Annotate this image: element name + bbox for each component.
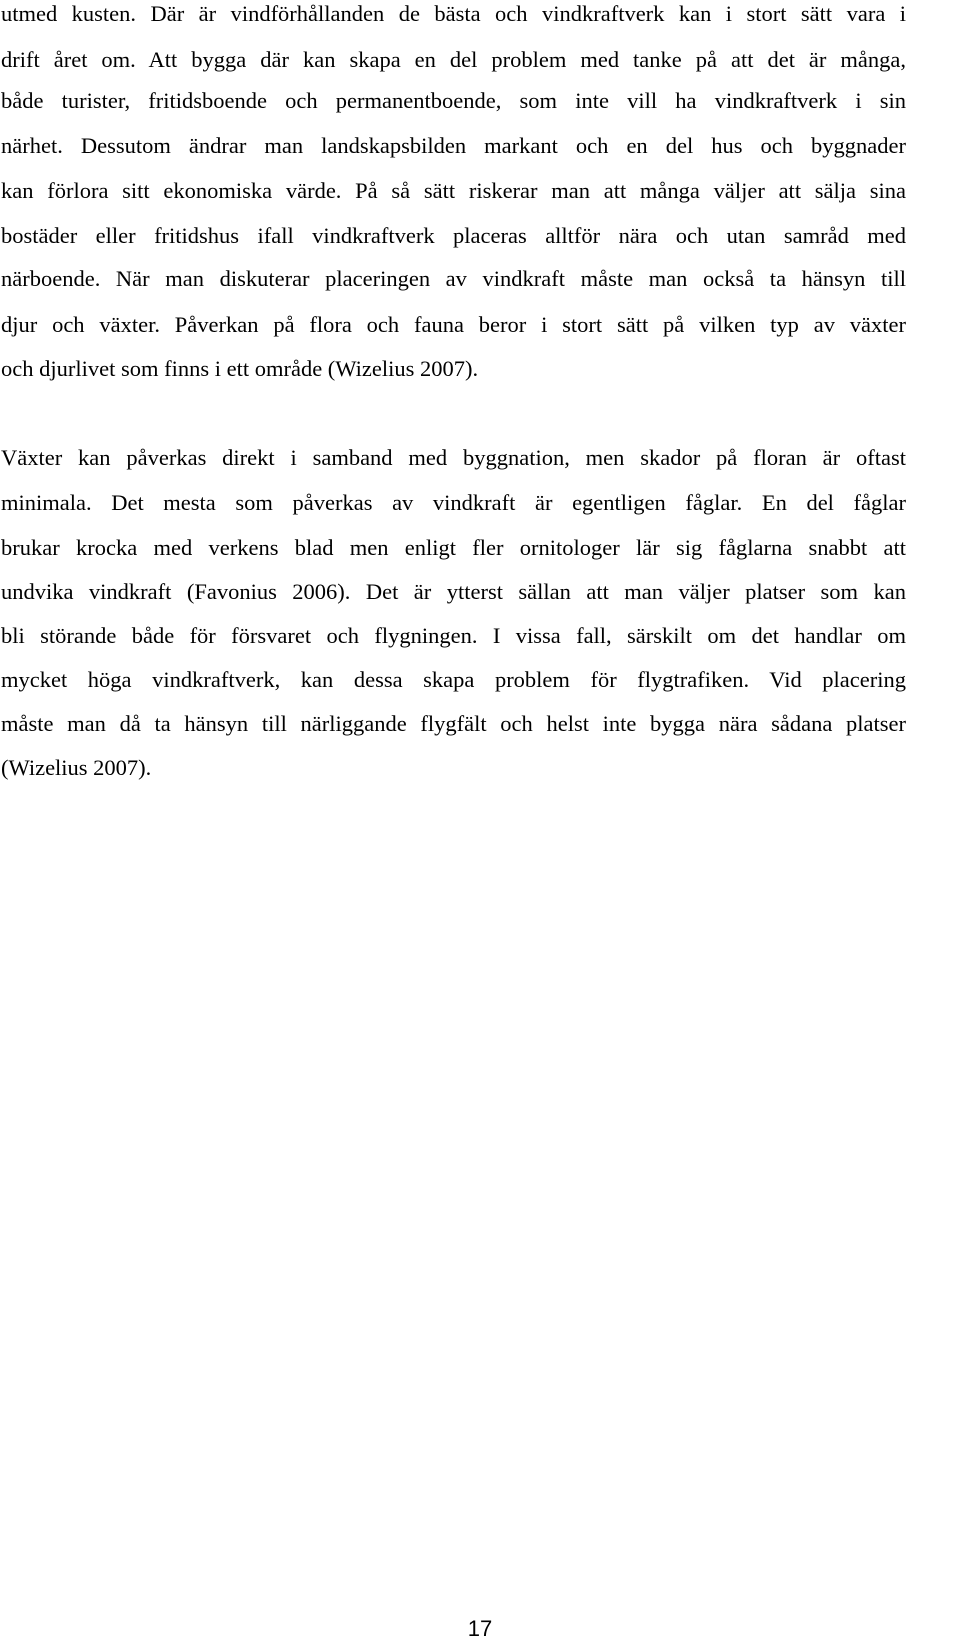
text-line: närboende. När man diskuterar placeringen av vindkraft måste man också ta hänsyn till [1,266,906,291]
text-line: (Wizelius 2007). [1,755,152,780]
text-line: både turister, fritidsboende och permanentboende, som inte vill ha vindkraftverk i sin [1,88,906,113]
text-line: Växter kan påverkas direkt i samband med byggnation, men skador på floran är oftast [1,445,906,470]
text-line: mycket höga vindkraftverk, kan dessa skapa problem för flygtrafiken. Vid placering [1,667,906,692]
text-line: utmed kusten. Där är vindförhållanden de bästa och vindkraftverk kan i stort sätt vara i [1,1,906,26]
text-line: måste man då ta hänsyn till närliggande flygfält och helst inte bygga nära sådana platser [1,711,906,736]
text-line: djur och växter. Påverkan på flora och fauna beror i stort sätt på vilken typ av växter [1,312,906,337]
text-line: bostäder eller fritidshus ifall vindkraftverk placeras alltför nära och utan samråd med [1,223,906,248]
text-line: brukar krocka med verkens blad men enligt fler ornitologer lär sig fåglarna snabbt att [1,535,906,560]
text-line: bli störande både för försvaret och flygningen. I vissa fall, särskilt om det handlar om [1,623,906,648]
text-line: kan förlora sitt ekonomiska värde. På så sätt riskerar man att många väljer att sälja sina [1,178,906,203]
text-line: närhet. Dessutom ändrar man landskapsbilden markant och en del hus och byggnader [1,133,906,158]
text-line: drift året om. Att bygga där kan skapa en del problem med tanke på att det är många, [1,47,906,72]
text-line: minimala. Det mesta som påverkas av vindkraft är egentligen fåglar. En del fåglar [1,490,906,515]
text-line: undvika vindkraft (Favonius 2006). Det är ytterst sällan att man väljer platser som kan [1,579,906,604]
text-line: och djurlivet som finns i ett område (Wizelius 2007). [1,356,479,381]
page-number: 17 [467,1616,493,1641]
